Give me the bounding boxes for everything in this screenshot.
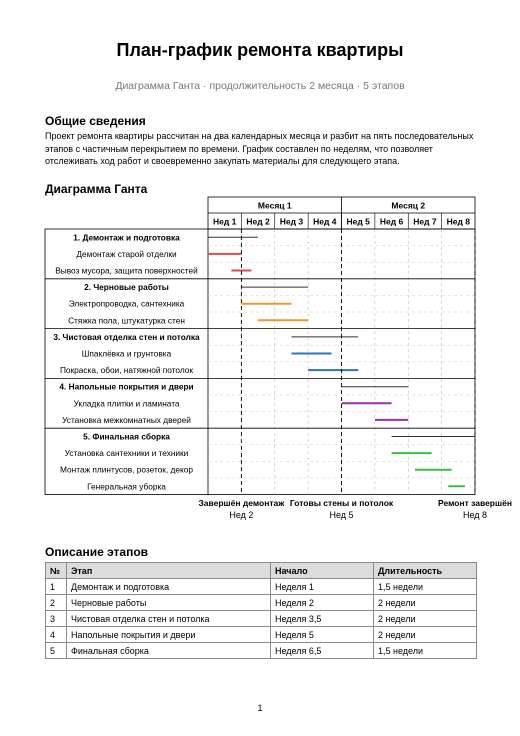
cell-number: 2 [46, 595, 67, 611]
task-label: Демонтаж старой отделки [76, 248, 177, 259]
week-label: Нед 6 [379, 216, 404, 227]
cell-stage: Демонтаж и подготовка [67, 579, 271, 595]
cell-stage: Напольные покрытия и двери [67, 627, 271, 643]
stages-table [45, 562, 477, 659]
cell-stage: Черновые работы [67, 595, 271, 611]
table-row [46, 643, 477, 659]
cell-duration: 2 недели [374, 595, 477, 611]
table-row [46, 595, 477, 611]
page-number: 1 [257, 703, 263, 713]
task-label: Электропроводка, сантехника [68, 298, 185, 309]
month-label: Месяц 1 [257, 200, 292, 211]
task-label: Генеральная уборка [87, 481, 166, 492]
task-label: Монтаж плинтусов, розеток, декор [60, 464, 193, 475]
cell-stage: Чистовая отделка стен и потолка [67, 611, 271, 627]
milestone-label: Ремонт завершён [438, 498, 512, 508]
group-label: 4. Напольные покрытия и двери [59, 381, 194, 392]
cell-number: 3 [46, 611, 67, 627]
milestone-label: Готовы стены и потолок [289, 498, 394, 508]
task-label: Шпаклёвка и грунтовка [81, 348, 172, 359]
overview-text: Проект ремонта квартиры рассчитан на два календарных месяца и разбит на пять последовательных этапов с частичным перекрытием по времени. График составлен по неделям, что позволяет отслеживать ход работ и своевременно закупать материалы для следующего этапа. [45, 131, 474, 166]
task-label: Установка сантехники и техники [64, 448, 189, 459]
cell-start: Неделя 3,5 [271, 611, 374, 627]
week-label: Нед 2 [246, 216, 270, 227]
cell-duration: 1,5 недели [374, 643, 477, 659]
overview-heading: Общие сведения [45, 114, 146, 128]
cell-duration: 2 недели [374, 611, 477, 627]
month-label: Месяц 2 [391, 200, 426, 211]
group-label: 3. Чистовая отделка стен и потолка [53, 331, 200, 342]
column-header-stage: Этап [67, 563, 271, 579]
task-label: Стяжка пола, штукатурка стен [68, 315, 185, 326]
cell-duration: 2 недели [374, 627, 477, 643]
week-label: Нед 7 [413, 216, 437, 227]
cell-start: Неделя 2 [271, 595, 374, 611]
column-header-duration: Длительность [374, 563, 477, 579]
stages-header-row [46, 563, 477, 579]
column-header-number: № [46, 563, 67, 579]
week-label: Нед 1 [213, 216, 237, 227]
cell-start: Неделя 5 [271, 627, 374, 643]
document-subtitle: Диаграмма Ганта · продолжительность 2 месяца · 5 этапов [115, 80, 405, 92]
table-row [46, 611, 477, 627]
milestone-week: Нед 2 [229, 510, 254, 520]
column-header-start: Начало [271, 563, 374, 579]
stages-heading: Описание этапов [45, 545, 149, 559]
milestone-label: Завершён демонтаж [198, 498, 285, 508]
gantt-heading: Диаграмма Ганта [45, 182, 148, 196]
cell-start: Неделя 6,5 [271, 643, 374, 659]
week-label: Нед 3 [279, 216, 304, 227]
cell-duration: 1,5 недели [374, 579, 477, 595]
cell-start: Неделя 1 [271, 579, 374, 595]
cell-number: 1 [46, 579, 67, 595]
week-label: Нед 8 [446, 216, 470, 227]
cell-stage: Финальная сборка [67, 643, 271, 659]
document-title: План-график ремонта квартиры [116, 40, 404, 60]
group-label: 2. Черновые работы [84, 282, 169, 293]
task-label: Установка межкомнатных дверей [62, 414, 191, 425]
table-row [46, 627, 477, 643]
task-label: Покраска, обои, натяжной потолок [59, 365, 194, 376]
task-label: Укладка плитки и ламината [73, 398, 180, 409]
week-label: Нед 4 [313, 216, 337, 227]
group-label: 5. Финальная сборка [83, 431, 170, 442]
milestone-week: Нед 5 [329, 510, 354, 520]
cell-number: 5 [46, 643, 67, 659]
milestone-week: Нед 8 [462, 510, 488, 520]
week-label: Нед 5 [346, 216, 370, 227]
task-label: Вывоз мусора, защита поверхностей [55, 265, 198, 276]
group-label: 1. Демонтаж и подготовка [73, 232, 180, 243]
table-row [46, 579, 477, 595]
cell-number: 4 [46, 627, 67, 643]
